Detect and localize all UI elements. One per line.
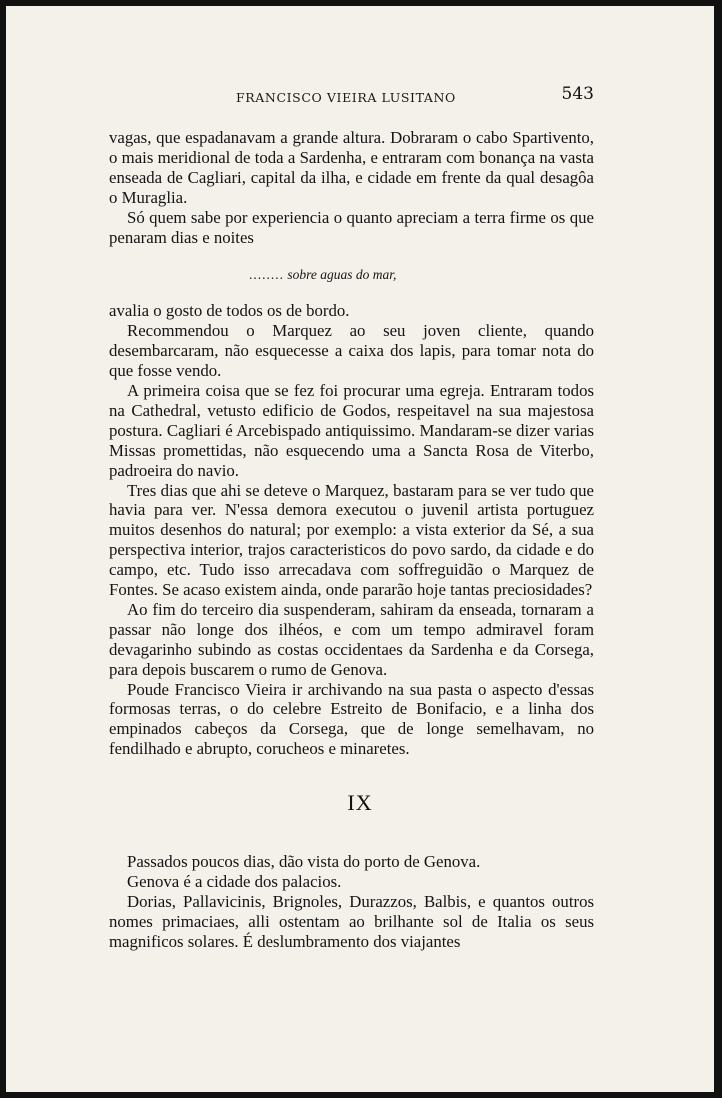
paragraph: Recommendou o Marquez ao seu joven cliente, quando desembarcaram, não esquecesse a caixa dos lapis, para tomar nota do que fosse vendo. xyxy=(109,321,594,381)
paragraph: Poude Francisco Vieira ir archivando na sua pasta o aspecto d'essas formosas terras, o do celebre Estreito de Bonifacio, e a linha dos empinados cabeços da Corsega, que de longe semelhavam, no fendilhado e abrupto, corucheos e minaretes. xyxy=(109,679,594,759)
paragraph: Ao fim do terceiro dia suspenderam, sahiram da enseada, tornaram a passar não longe dos ilhéos, e com um tempo admiravel foram devagarinho subindo as costas occidentaes da Sardenha e da Corsega, para depois buscarem o rumo de Genova. xyxy=(109,599,594,679)
verse-quote xyxy=(109,265,594,285)
book-page xyxy=(6,6,714,1092)
body-text-section-1 xyxy=(109,128,594,759)
paragraph: Só quem sabe por experiencia o quanto apreciam a terra firme os que penaram dias e noites xyxy=(109,207,594,247)
paragraph: A primeira coisa que se fez foi procurar uma egreja. Entraram todos na Cathedral, vetusto edificio de Godos, respeitavel na sua majestosa postura. Cagliari é Arcebispado antiquissimo. Mandaram-se dizer varias Missas promettidas, não esquecendo uma a Sancta Rosa de Viterbo, padroeira do navio. xyxy=(109,380,594,480)
chapter-heading: IX xyxy=(347,790,373,815)
paragraph: Passados poucos dias, dão vista do porto de Genova. xyxy=(127,852,481,871)
paragraph: avalia o gosto de todos os de bordo. xyxy=(109,301,350,321)
body-text-section-2 xyxy=(109,852,594,952)
running-title: FRANCISCO VIEIRA LUSITANO xyxy=(236,90,456,105)
quote-text: sobre aguas do mar, xyxy=(287,267,397,283)
paragraph: Tres dias que ahi se deteve o Marquez, bastaram para se ver tudo que havia para ver. N'essa demora executou o juvenil artista portuguez muitos desenhos do natural; por exemplo: a vista exterior da Sé, a sua perspectiva interior, trajos caracteristicos do povo sardo, da cidade e do campo, etc. Tudo isso arrecadava com soffreguidão o Marquez de Fontes. Se acaso existem ainda, onde pararão hoje tantas preciosidades? xyxy=(109,480,594,600)
page-number: 543 xyxy=(561,84,594,104)
paragraph: vagas, que espadanavam a grande altura. Dobraram o cabo Spartivento, o mais meridional de toda a Sardenha, e entraram com bonança na vasta enseada de Cagliari, capital da ilha, e cidade em frente da qual desagôa o Muraglia. xyxy=(109,128,594,207)
paragraph: Genova é a cidade dos palacios. xyxy=(127,871,342,891)
paragraph: Dorias, Pallavicinis, Brignoles, Durazzos, Balbis, e quantos outros nomes primaciaes, alli ostentam ao brilhante sol de Italia os seus magnificos solares. É deslumbramento dos viajantes xyxy=(109,891,594,951)
quote-ellipsis: ........ xyxy=(249,267,284,283)
page-header xyxy=(106,84,594,112)
